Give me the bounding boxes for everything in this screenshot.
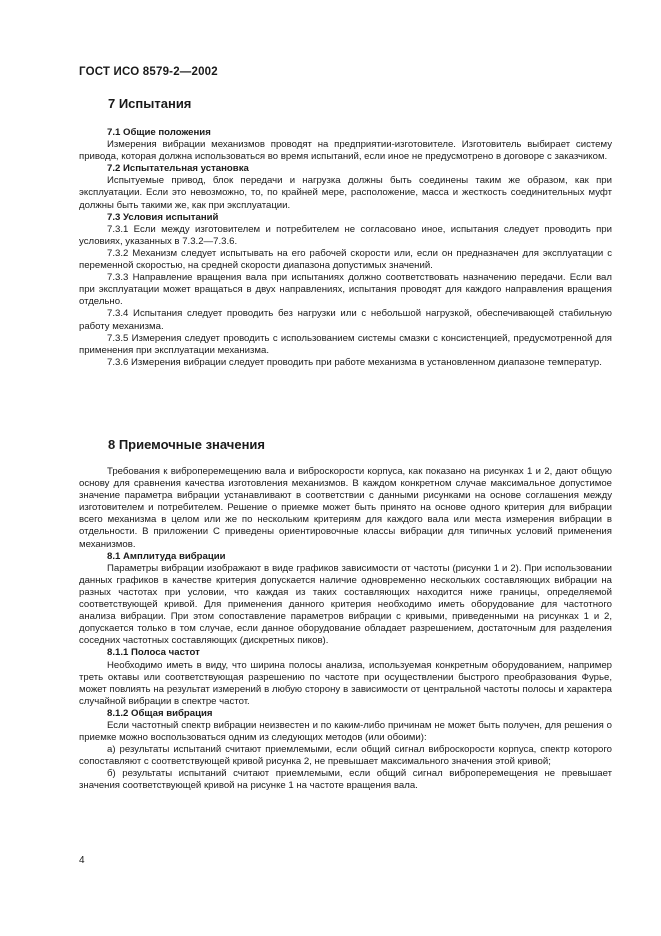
section-8-body bbox=[79, 466, 612, 793]
document-header: ГОСТ ИСО 8579-2—2002 bbox=[79, 66, 218, 78]
paragraph: 7.3.1 Если между изготовителем и потребителем не согласовано иное, испытания следует проводить при условиях, указанных в 7.3.2—7.3.6. bbox=[79, 223, 612, 247]
paragraph: а) результаты испытаний считают приемлемыми, если общий сигнал виброскорости корпуса, спектр которого сопоставляют с соответствующей кривой рисунка 2, не превышает максимального значения этой кривой; bbox=[79, 744, 612, 768]
paragraph: Испытуемые привод, блок передачи и нагрузка должны быть соединены таким же образом, как при эксплуатации. Если это невозможно, то, по крайней мере, расположение, масса и жесткость соединительных муфт должны быть такими же, как при эксплуатации. bbox=[79, 175, 612, 211]
paragraph: Необходимо иметь в виду, что ширина полосы анализа, используемая конкретным оборудованием, например треть октавы или соответствующая разрешению по частоте при осуществлении быстрого преобразования Фурье, может повлиять на результат измерений в любую сторону в зависимости от центральной частоты полосы и характера случайной вибрации в спектре частот. bbox=[79, 659, 612, 707]
paragraph: 7.3.5 Измерения следует проводить с использованием системы смазки с консистенцией, предусмотренной для применения при эксплуатации механизма. bbox=[79, 332, 612, 356]
paragraph: 7.3.4 Испытания следует проводить без нагрузки или с небольшой нагрузкой, обеспечивающей стабильную работу механизма. bbox=[79, 308, 612, 332]
subsection-heading: 7.1 Общие положения bbox=[107, 127, 211, 138]
section-7-body bbox=[79, 127, 612, 369]
subsection-heading: 8.1.1 Полоса частот bbox=[107, 647, 200, 659]
subsection-heading: 7.3 Условия испытаний bbox=[107, 211, 219, 223]
subsection-heading: 7.2 Испытательная установка bbox=[107, 163, 249, 175]
subsection-heading: 8.1.2 Общая вибрация bbox=[107, 707, 213, 719]
paragraph: 7.3.3 Направление вращения вала при испытаниях должно соответствовать назначению передачи. Если вал при эксплуатации может вращаться в двух направлениях, испытания проводят для каждого направления вращения отдельно. bbox=[79, 272, 612, 308]
section-8-title: 8 Приемочные значения bbox=[108, 437, 266, 452]
page-number: 4 bbox=[79, 855, 85, 866]
paragraph: б) результаты испытаний считают приемлемыми, если общий сигнал виброперемещения не превышает значения соответствующей кривой на рисунке 1 на частоте вращения вала. bbox=[79, 768, 612, 792]
paragraph: Параметры вибрации изображают в виде графиков зависимости от частоты (рисунки 1 и 2). При использовании данных графиков в качестве критерия допускается наличие одновременно нескольких составляющих вибрации на разных частотах при условии, что каждая из таких составляющих находится ниже границы, определяемой соответствующей кривой. Для применения данного критерия необходимо иметь оборудование для частотного анализа вибрации. При этом сопоставление параметров вибрации с кривыми, приведенными на рисунках 1 и 2, допускается только в том случае, если данное оборудование обладает разрешением, достаточным для разделения соседних частотных составляющих (дискретных пиков). bbox=[79, 562, 612, 647]
section-7-title: 7 Испытания bbox=[108, 96, 192, 111]
paragraph: 7.3.6 Измерения вибрации следует проводить при работе механизма в установленном диапазоне температур. bbox=[107, 356, 602, 368]
subsection-heading: 8.1 Амплитуда вибрации bbox=[107, 550, 226, 562]
paragraph: Если частотный спектр вибрации неизвестен и по каким-либо причинам не может быть получен, для решения о приемке можно воспользоваться одним из следующих методов (или обоими): bbox=[79, 719, 612, 744]
paragraph: Измерения вибрации механизмов проводят на предприятии-изготовителе. Изготовитель выбирает систему привода, которая должна использоваться во время испытаний, если иное не предусмотрено в договоре с заказчиком. bbox=[79, 139, 612, 163]
paragraph: 7.3.2 Механизм следует испытывать на его рабочей скорости или, если он предназначен для эксплуатации с переменной скоростью, на средней скорости диапазона допустимых значений. bbox=[79, 247, 612, 272]
paragraph: Требования к виброперемещению вала и виброскорости корпуса, как показано на рисунках 1 и 2, дают общую основу для сравнения качества изготовления механизмов. В каждом конкретном случае максимальное допустимое значение параметра вибрации устанавливают в соответствии с данными рисунками на основе соглашения между изготовителем и потребителем. Решение о приемке может быть принято на основе одного критерия для вибрации всего механизма в целом или же по нескольким критериям для каждого вала или места измерения вибрации в отдельности. В приложении С приведены ориентировочные классы вибрации для типичных условий применения механизмов. bbox=[79, 466, 612, 550]
